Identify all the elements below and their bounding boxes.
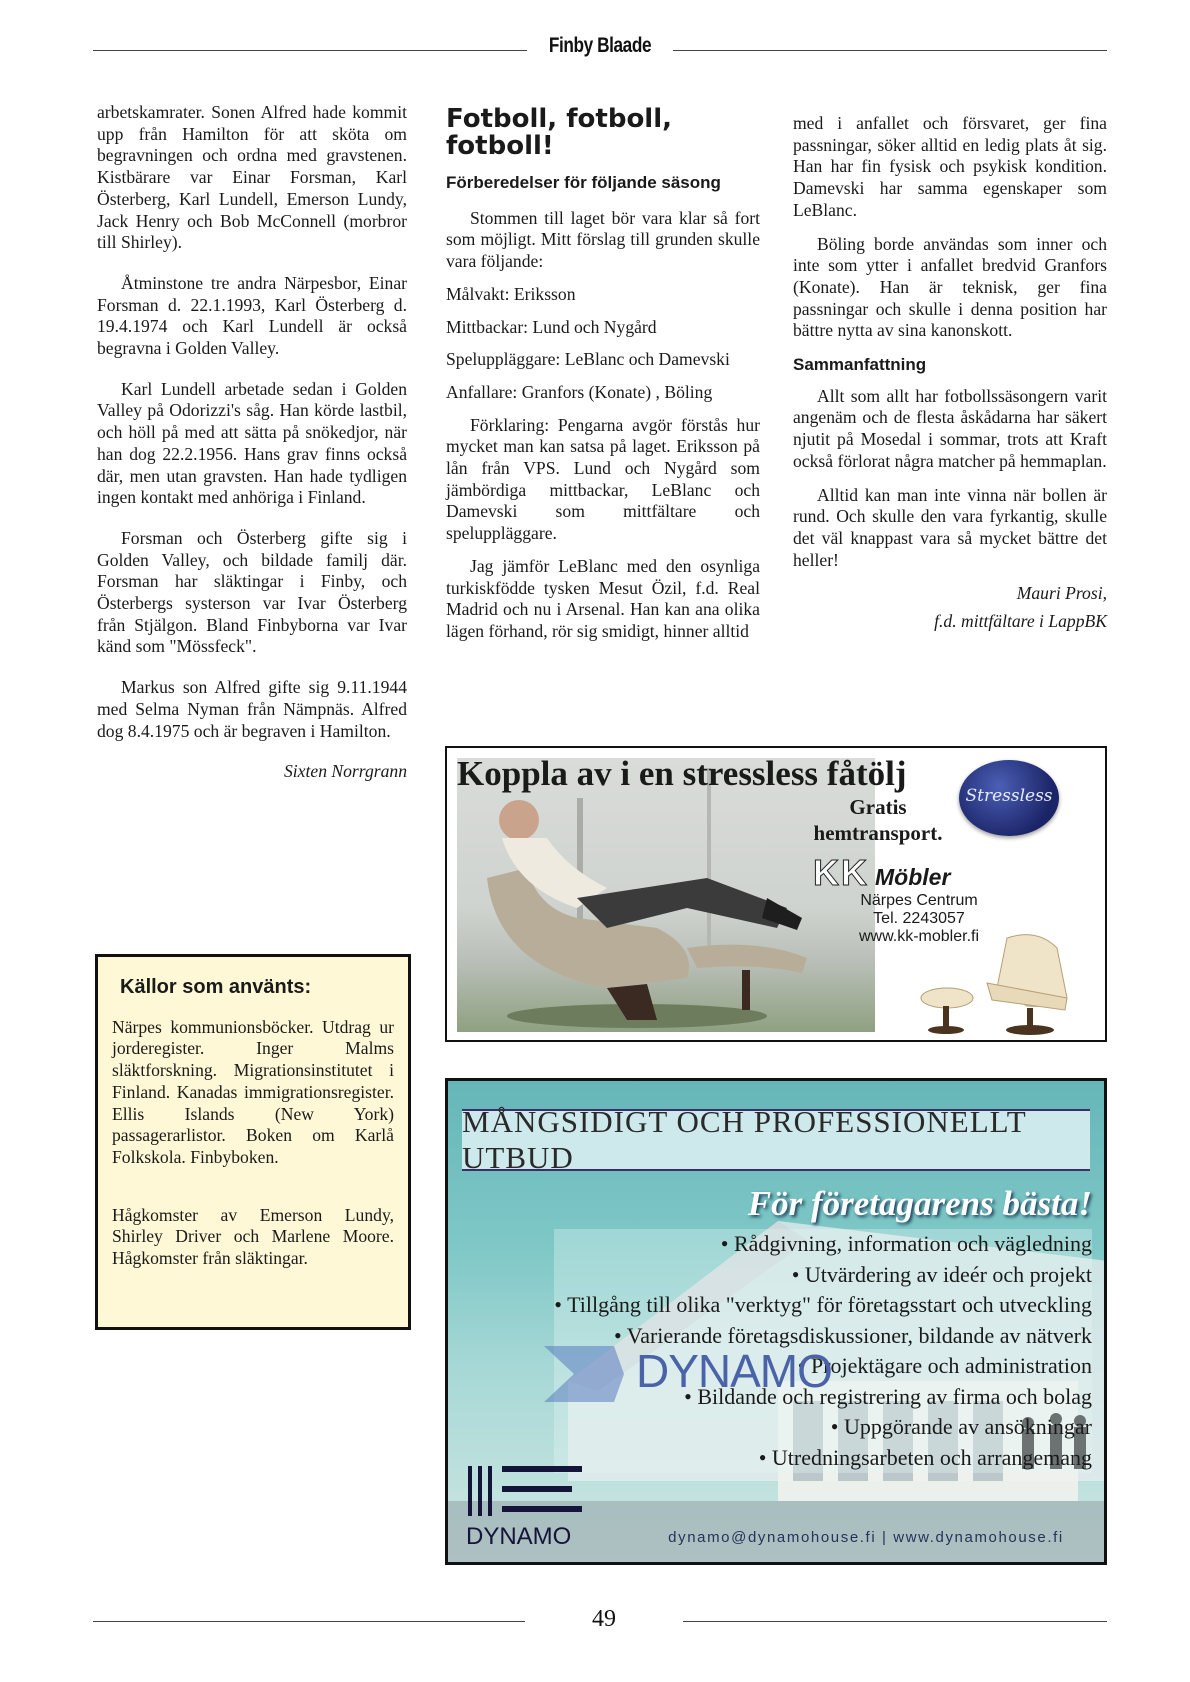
article-column-1	[97, 102, 407, 802]
kk-mark: KK	[813, 852, 869, 893]
article-column-3	[793, 113, 1107, 645]
lineup-goalkeeper: Målvakt: Eriksson	[446, 283, 576, 304]
header-rule-left	[93, 50, 527, 51]
article-column-2	[446, 106, 760, 654]
service-item: • Bildande och registrering av firma och bolag	[554, 1382, 1092, 1413]
author-signature: Sixten Norrgrann	[284, 761, 407, 782]
footer-rule-right	[683, 1621, 1107, 1622]
service-item: • Uppgörande av ansökningar	[554, 1412, 1092, 1443]
ad-headline: Koppla av i en stressless fåtölj	[457, 754, 907, 793]
service-item: • Rådgivning, information och vägledning	[554, 1229, 1092, 1260]
sources-title: Källor som använts:	[120, 976, 312, 998]
dynamo-wave-icon	[544, 1336, 634, 1412]
paragraph: Markus son Alfred gifte sig 9.11.1944 med Selma Nyman från Nämpnäs. Alfred dog 8.4.1975 och är begraven i Hamilton.	[97, 677, 407, 741]
paragraph: Åtminstone tre andra Närpesbor, Einar Forsman d. 22.1.1993, Karl Österberg d. 19.4.1974 och Karl Lundell är också begravna i Golden Valley.	[97, 272, 407, 359]
dynamo-banner: MÅNGSIDIGT OCH PROFESSIONELLT UTBUD	[462, 1109, 1090, 1171]
brand-name: Möbler	[875, 864, 951, 890]
paragraph: Böling borde användas som inner och inte som ytter i anfallet bredvid Granfors (Konate). Han är teknisk, ger fina passningar och skulle i denna position har bättre nytta av sina kanonskott.	[793, 233, 1107, 341]
author-signature: Mauri Prosi,	[1016, 583, 1107, 604]
service-item: • Projektägare och administration	[554, 1351, 1092, 1382]
sources-paragraph: Hågkomster av Emerson Lundy, Shirley Driver och Marlene Moore. Hågkomster från släktingar.	[112, 1204, 394, 1269]
paragraph: med i anfallet och försvaret, ger fina passningar, söker alltid en ledig plats åt sig. Han har fin fysisk och psykisk kondition. Damevski har samma egenskaper som LeBlanc.	[793, 113, 1107, 220]
kk-mobler-advertisement	[445, 746, 1107, 1042]
dynamo-contact[interactable]: dynamo@dynamohouse.fi | www.dynamohouse.fi	[668, 1529, 1064, 1546]
service-item: • Tillgång till olika "verktyg" för företagsstart och utveckling	[554, 1290, 1092, 1321]
stressless-logo-text: Stressless	[965, 786, 1053, 806]
paragraph: arbetskamrater. Sonen Alfred hade kommit upp från Hamilton för att sköta om begravningen och ordna med gravstenen. Kistbärare var Einar Forsman, Karl Österberg, Karl Lundell, Emerson Lundy, Jack Henry och Bob McConnell (morbror till Shirley).	[97, 102, 407, 253]
store-location: Närpes Centrum	[860, 892, 978, 909]
dynamo-watermark-logo	[544, 1336, 832, 1412]
footer-rule-left	[93, 1621, 525, 1622]
page-header	[93, 34, 1107, 66]
paragraph: Jag jämför LeBlanc med den osynliga turkiskfödde tysken Mesut Özil, f.d. Real Madrid och nu i Arsenal. Han kan ana olika lägen förhand, rör sig smidigt, hinner alltid	[446, 555, 760, 641]
author-title: f.d. mittfältare i LappBK	[934, 611, 1107, 632]
sources-paragraph: Närpes kommunionsböcker. Utdrag ur jorderegister. Inger Malms släktforskning. Migrationsinstitutet i Finland. Kanadas immigrationsregister. Ellis Islands (New York) passagerarlistor. Boken om Karlå Folkskola. Finbyboken.	[112, 1016, 394, 1167]
paragraph: Alltid kan man inte vinna när bollen är rund. Och skulle den vara fyrkantig, skulle det väl knappast vara så mycket bättre det heller!	[793, 484, 1107, 570]
header-rule-right	[673, 50, 1107, 51]
store-phone: Tel. 2243057	[873, 910, 965, 927]
sources-box	[95, 954, 411, 1330]
article-headline: Fotboll, fotboll, fotboll!	[446, 104, 673, 161]
dynamo-watermark-text: DYNAMO	[636, 1345, 832, 1397]
delivery-line: hemtransport.	[813, 821, 943, 845]
paragraph: Forsman och Österberg gifte sig i Golden Valley, och bildade familj där. Forsman har släktingar i Finby, och Österbergs systerson var Ivar Österberg från Stjälgon. Bland Finbyborna var Ivar känd som "Mössfeck".	[97, 527, 407, 657]
lineup-centre-backs: Mittbackar: Lund och Nygård	[446, 316, 657, 337]
article-subheading: Förberedelser för följande säsong	[446, 173, 721, 192]
page-number: 49	[592, 1606, 616, 1632]
service-item: • Varierande företagsdiskussioner, bildande av nätverk	[554, 1321, 1092, 1352]
paragraph: Karl Lundell arbetade sedan i Golden Valley på Odorizzi's såg. Han körde lastbil, och höll på med att sätta på snökedjor, när han dog 22.2.1956. Hans grav finns också där, men utan gravsten. Han hade tydligen ingen kontakt med anhöriga i Finland.	[97, 378, 407, 508]
gratis-line: Gratis	[849, 795, 907, 819]
page-footer	[93, 1606, 1107, 1638]
kk-mobler-logo	[813, 852, 1053, 894]
store-website: www.kk-mobler.fi	[858, 928, 980, 945]
dynamo-bars-icon	[462, 1436, 602, 1536]
dynamo-advertisement	[445, 1078, 1107, 1565]
paragraph: Stommen till laget bör vara klar så fort som möjligt. Mitt förslag till grunden skulle vara följande:	[446, 207, 760, 272]
service-item: • Utredningsarbeten och arrangemang	[554, 1443, 1092, 1474]
dynamo-logo-text: DYNAMO	[466, 1523, 572, 1550]
paragraph: Allt som allt har fotbollssäsongern varit angenäm och de flesta åskådarna har säkert njutit på Mosedal i sommar, trots att Kraft också förlorat några matcher på hemmaplan.	[793, 385, 1107, 471]
magazine-title: Finby Blaade	[548, 34, 652, 57]
paragraph: Förklaring: Pengarna avgör förstås hur mycket man kan satsa på laget. Eriksson på lån från VPS. Lund och Nygård som jämbördiga mittbackar, LeBlanc och Damevski som mittfältare och speluppläggare.	[446, 414, 760, 544]
service-item: • Utvärdering av ideér och projekt	[554, 1260, 1092, 1291]
recliner-chair-icon	[917, 928, 1097, 1036]
stressless-logo	[959, 760, 1059, 836]
lineup-forwards: Anfallare: Granfors (Konate) , Böling	[446, 381, 713, 402]
lineup-playmakers: Speluppläggare: LeBlanc och Damevski	[446, 349, 730, 370]
dynamo-slogan: För företagarens bästa!	[747, 1184, 1092, 1223]
summary-heading: Sammanfattning	[793, 355, 927, 375]
free-delivery-text	[793, 794, 963, 846]
